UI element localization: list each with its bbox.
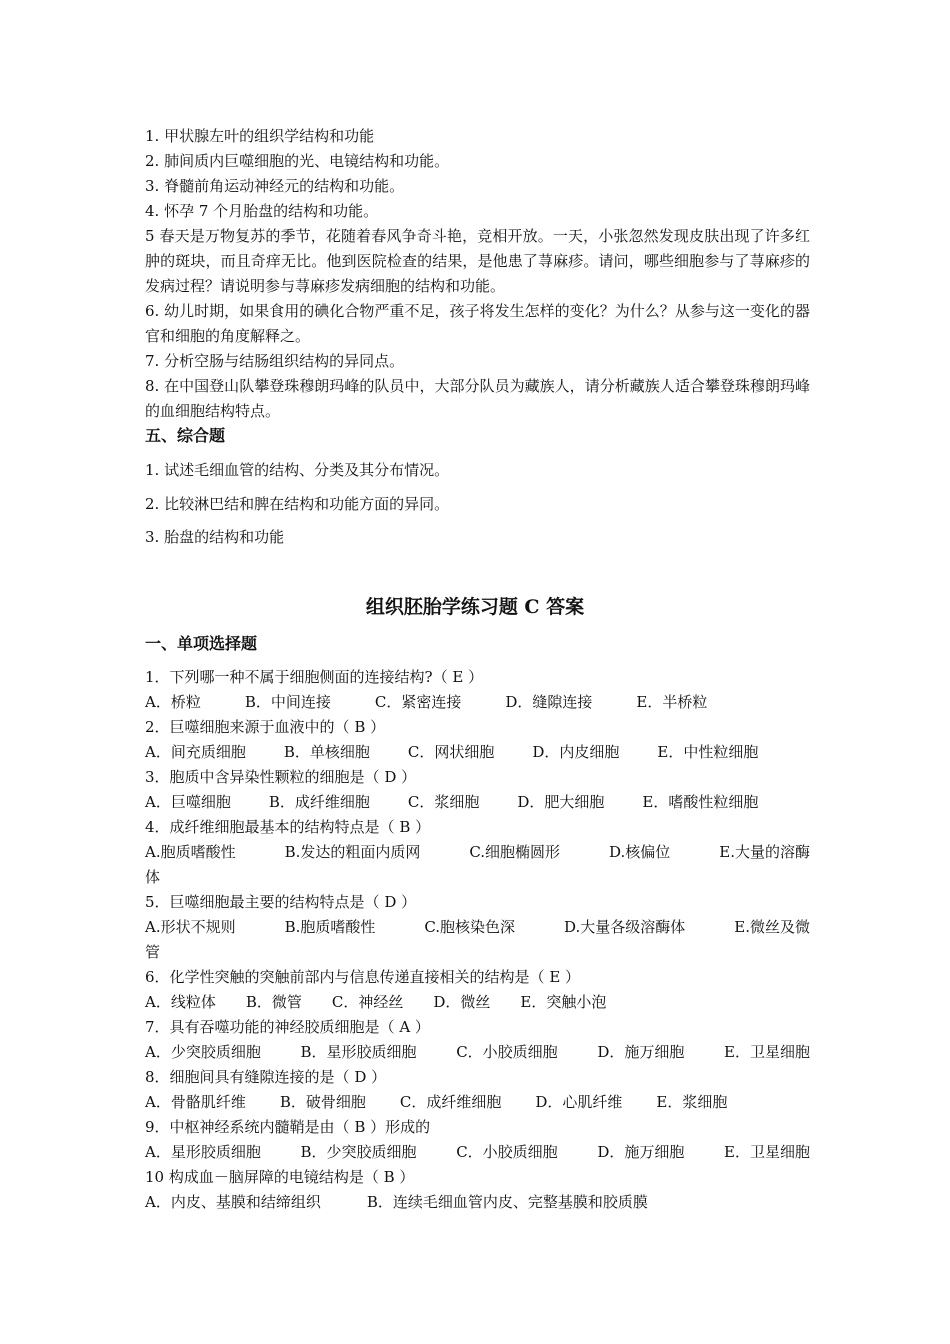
question-6: 6．化学性突触的突触前部内与信息传递直接相关的结构是（ E ） — [145, 968, 581, 986]
section1-heading: 一、单项选择题 — [145, 634, 258, 653]
option-3b: B．成纤维细胞 — [268, 793, 370, 811]
section4-item-8: 8. 在中国登山队攀登珠穆朗玛峰的队员中，大部分队员为藏族人，请分析藏族人适合攀登珠穆朗玛峰的血细胞结构特点。 — [145, 377, 810, 420]
section4-item-2: 2. 肺间质内巨噬细胞的光、电镜结构和功能。 — [145, 152, 450, 170]
option-2a: A．间充质细胞 — [145, 743, 246, 761]
question-list — [145, 665, 810, 1215]
section4-item-1: 1. 甲状腺左叶的组织学结构和功能 — [145, 127, 375, 145]
option-2e: E．中性粒细胞 — [657, 743, 759, 761]
options-3 — [145, 790, 810, 815]
option-4d: D.核偏位 — [609, 843, 671, 861]
option-10b: B．连续毛细血管内皮、完整基膜和胶质膜 — [366, 1193, 648, 1211]
question-2: 2．巨噬细胞来源于血液中的（ B ） — [145, 718, 386, 736]
section5-heading: 五、综合题 — [145, 426, 226, 445]
option-5c: C.胞核染色深 — [424, 918, 516, 936]
option-9a: A．星形胶质细胞 — [145, 1143, 261, 1161]
section4-list — [145, 124, 810, 424]
option-7b: B．星形胶质细胞 — [300, 1043, 417, 1061]
options-2 — [145, 740, 810, 765]
options-5-continued: 管 — [145, 943, 161, 961]
option-6c: C．神经丝 — [331, 993, 404, 1011]
option-10a: A．内皮、基膜和结缔组织 — [145, 1193, 321, 1211]
option-6e: E．突触小泡 — [520, 993, 607, 1011]
section4-item-6: 6. 幼儿时期，如果食用的碘化合物严重不足，孩子将发生怎样的变化？为什么？从参与这一变化的器官和细胞的角度解释之。 — [145, 302, 810, 345]
options-5 — [145, 915, 810, 940]
option-5d: D.大量各级溶酶体 — [564, 918, 686, 936]
option-7a: A．少突胶质细胞 — [145, 1043, 261, 1061]
option-5e: E.微丝及微 — [734, 918, 810, 936]
question-4: 4．成纤维细胞最基本的结构特点是（ B ） — [145, 818, 431, 836]
options-10 — [145, 1190, 810, 1215]
option-2c: C．网状细胞 — [407, 743, 495, 761]
option-9b: B．少突胶质细胞 — [300, 1143, 417, 1161]
option-7c: C．小胶质细胞 — [456, 1043, 558, 1061]
options-4-continued: 体 — [145, 868, 161, 886]
option-1e: E．半桥粒 — [636, 693, 708, 711]
question-7: 7．具有吞噬功能的神经胶质细胞是（ A ） — [145, 1018, 430, 1036]
option-4b: B.发达的粗面内质网 — [284, 843, 421, 861]
option-8d: D．心肌纤维 — [535, 1093, 623, 1111]
section4-item-5: 5 春天是万物复苏的季节，花随着春风争奇斗艳，竞相开放。一天，小张忽然发现皮肤出现了许多红肿的斑块，而且奇痒无比。他到医院检查的结果，是他患了荨麻疹。请问，哪些细胞参与了荨麻疹的发病过程？请说明参与荨麻疹发病细胞的结构和功能。 — [145, 227, 810, 295]
option-1d: D．缝隙连接 — [505, 693, 593, 711]
option-1b: B．中间连接 — [244, 693, 331, 711]
option-7d: D．施万细胞 — [597, 1043, 685, 1061]
section4-item-7: 7. 分析空肠与结肠组织结构的异同点。 — [145, 352, 405, 370]
question-10: 10 构成血－脑屏障的电镜结构是（ B ） — [145, 1168, 415, 1186]
options-1 — [145, 690, 810, 715]
option-9e: E．卫星细胞 — [724, 1143, 810, 1161]
option-9c: C．小胶质细胞 — [456, 1143, 558, 1161]
option-4c: C.细胞椭圆形 — [469, 843, 561, 861]
question-9: 9．中枢神经系统内髓鞘是由（ B ）形成的 — [145, 1118, 431, 1136]
section5-item-3: 3. 胎盘的结构和功能 — [145, 528, 285, 546]
section4-item-4: 4. 怀孕 7 个月胎盘的结构和功能。 — [145, 202, 379, 220]
option-6b: B．微管 — [245, 993, 302, 1011]
section1-heading-wrap — [145, 631, 810, 657]
option-1a: A．桥粒 — [145, 693, 201, 711]
section4-item-3: 3. 脊髓前角运动神经元的结构和功能。 — [145, 177, 405, 195]
option-3e: E．嗜酸性粒细胞 — [642, 793, 759, 811]
options-9 — [145, 1140, 810, 1165]
option-6d: D．微丝 — [433, 993, 491, 1011]
option-8c: C．成纤维细胞 — [399, 1093, 502, 1111]
option-8e: E．浆细胞 — [656, 1093, 728, 1111]
option-5b: B.胞质嗜酸性 — [284, 918, 376, 936]
option-5a: A.形状不规则 — [145, 918, 236, 936]
options-4 — [145, 840, 810, 865]
question-8: 8．细胞间具有缝隙连接的是（ D ） — [145, 1068, 387, 1086]
option-3d: D．肥大细胞 — [517, 793, 605, 811]
question-1: 1．下列哪一种不属于细胞侧面的连接结构?（ E ） — [145, 668, 484, 686]
section5 — [145, 423, 810, 449]
option-2b: B．单核细胞 — [283, 743, 370, 761]
option-1c: C．紧密连接 — [374, 693, 462, 711]
option-4e: E.大量的溶酶 — [719, 843, 810, 861]
question-5: 5．巨噬细胞最主要的结构特点是（ D ） — [145, 893, 417, 911]
section5-item-2: 2. 比较淋巴结和脾在结构和功能方面的异同。 — [145, 495, 450, 513]
option-3c: C．浆细胞 — [407, 793, 480, 811]
option-8b: B．破骨细胞 — [279, 1093, 366, 1111]
answer-title: 组织胚胎学练习题 C 答案 — [365, 596, 585, 618]
option-7e: E．卫星细胞 — [724, 1043, 810, 1061]
question-3: 3．胞质中含异染性颗粒的细胞是（ D ） — [145, 768, 417, 786]
option-6a: A．线粒体 — [145, 993, 216, 1011]
option-8a: A．骨骼肌纤维 — [145, 1093, 246, 1111]
options-7 — [145, 1040, 810, 1065]
option-4a: A.胞质嗜酸性 — [145, 843, 236, 861]
option-9d: D．施万细胞 — [597, 1143, 685, 1161]
option-3a: A．巨噬细胞 — [145, 793, 231, 811]
options-6 — [145, 990, 810, 1015]
section5-item-1: 1. 试述毛细血管的结构、分类及其分布情况。 — [145, 461, 450, 479]
options-8 — [145, 1090, 810, 1115]
option-2d: D．内皮细胞 — [532, 743, 620, 761]
